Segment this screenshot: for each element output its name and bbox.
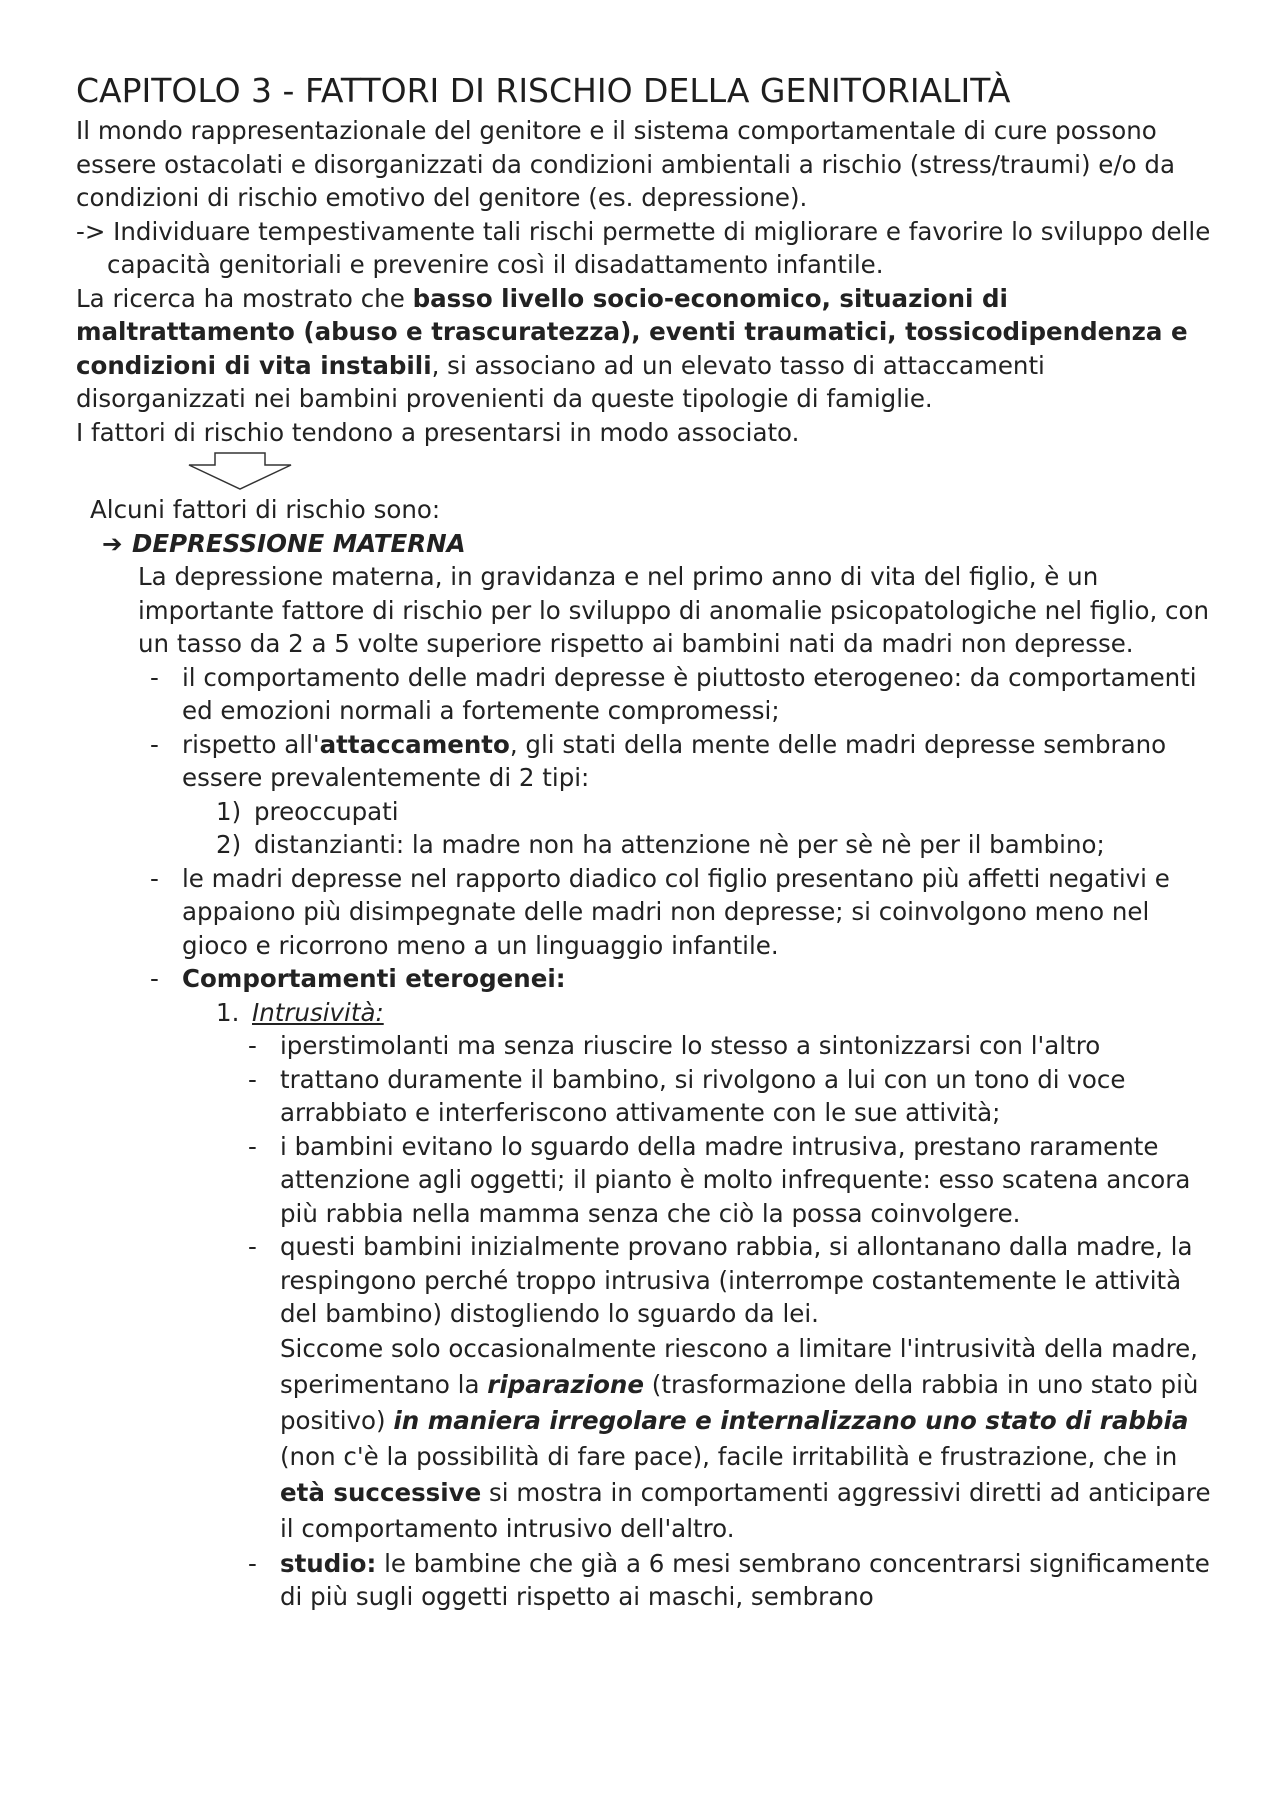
intrusivity-item xyxy=(216,996,1216,1030)
research-text: La ricerca ha mostrato che xyxy=(76,283,413,313)
risk-factors-intro: Alcuni fattori di rischio sono: xyxy=(90,495,441,524)
sub-item-text: trattano duramente il bambino, si rivolgono a lui con un tono di voce arrabbiato e interferiscono attivamente con le sue attività; xyxy=(280,1064,1126,1127)
list-item-text: , gli stati della mente delle madri depresse sembrano essere prevalentemente di 2 tipi: xyxy=(182,729,1167,792)
section-heading xyxy=(102,527,1216,561)
intrusivity-title: Intrusività: xyxy=(252,997,384,1027)
item-number: 1) xyxy=(216,796,242,826)
sub-list-item xyxy=(248,1130,1216,1231)
intrusivity-list xyxy=(182,1029,1216,1614)
list-item xyxy=(138,862,1216,963)
list-item xyxy=(138,661,1216,728)
sub-list-item xyxy=(248,1029,1216,1063)
item-number: 1. xyxy=(216,997,240,1027)
emphasis-term: in maniera irregolare e internalizzano uno stato di rabbia xyxy=(393,1405,1189,1435)
arrow-note: -> Individuare tempestivamente tali rischi permette di migliorare e favorire lo sviluppo delle capacità genitoriali e prevenire così il disadattamento infantile. xyxy=(76,216,1211,279)
research-paragraph xyxy=(76,282,1216,416)
arrow-right-icon: ➔ xyxy=(102,528,123,558)
sub-item-text: questi bambini inizialmente provano rabbia, si allontanano dalla madre, la respingono perché troppo intrusiva (interrompe costantemente le attività del bambino) distogliendo lo sguardo da lei. xyxy=(280,1232,1193,1328)
text-run: (non c'è la possibilità di fare pace), facile irritabilità e frustrazione, che in xyxy=(280,1441,1178,1471)
age-term: età successive xyxy=(280,1477,482,1507)
depression-paragraph: La depressione materna, in gravidanza e nel primo anno di vita del figlio, è un importante fattore di rischio per lo sviluppo di anomalie psicopatologiche nel figlio, con un tasso da 2 a 5 volte superiore rispetto ai bambini nati da madri non depresse. xyxy=(138,562,1210,658)
numbered-item xyxy=(216,795,1216,829)
heterogeneous-label: Comportamenti eterogenei: xyxy=(182,964,566,993)
list-item-text: il comportamento delle madri depresse è piuttosto eterogeneo: da comportamenti ed emozioni normali a fortemente compromessi; xyxy=(182,662,1197,725)
numbered-item xyxy=(216,828,1216,862)
attachment-types xyxy=(182,795,1216,862)
list-item-text: rispetto all' xyxy=(182,729,320,759)
text-run: Siccome solo occasionalmente riescono a limitare l'intrusività della madre, sperimentano la xyxy=(280,1333,1198,1399)
sub-item-text: i bambini evitano lo sguardo della madre intrusiva, prestano raramente attenzione agli oggetti; il pianto è molto infrequente: esso scatena ancora più rabbia nella mamma senza che ciò la possa coinvolgere. xyxy=(280,1131,1191,1228)
sub-item-continuation xyxy=(280,1331,1216,1547)
riparazione-term: riparazione xyxy=(487,1369,644,1399)
research-bold: basso livello socio-economico, situazioni di maltrattamento (abuso e trascuratezza), eventi traumatici, tossicodipendenza e condizioni di vita instabili xyxy=(76,283,1188,380)
item-number: 2) xyxy=(216,830,242,859)
intro-paragraph: Il mondo rappresentazionale del genitore e il sistema comportamentale di cure possono essere ostacolati e disorganizzati da condizioni ambientali a rischio (stress/traumi) e/o da condizioni di rischio emotivo del genitore (es. depressione). xyxy=(76,116,1175,212)
page-title: CAPITOLO 3 - FATTORI DI RISCHIO DELLA GENITORIALITÀ xyxy=(76,71,1011,110)
down-arrow-icon xyxy=(185,451,1216,491)
item-text: distanzianti: la madre non ha attenzione nè per sè nè per il bambino; xyxy=(254,830,1105,859)
study-label: studio: xyxy=(280,1548,377,1578)
attachment-bold: attaccamento xyxy=(319,729,510,759)
text-run: si mostra in comportamenti aggressivi diretti ad anticipare il comportamento intrusivo dell'altro. xyxy=(280,1477,1211,1543)
text-run: (trasformazione della rabbia in uno stato più positivo) xyxy=(280,1369,1199,1435)
sub-list-item xyxy=(248,1230,1216,1547)
item-text: preoccupati xyxy=(254,796,399,826)
depression-section xyxy=(138,560,1216,661)
research-text-end: , si associano ad un elevato tasso di attaccamenti disorganizzati nei bambini provenienti da queste tipologie di famiglie. xyxy=(76,350,1045,413)
sub-list-item xyxy=(248,1547,1216,1614)
associated-paragraph: I fattori di rischio tendono a presentarsi in modo associato. xyxy=(76,417,800,447)
sub-list-item xyxy=(248,1063,1216,1130)
sub-item-text: le bambine che già a 6 mesi sembrano concentrarsi significamente di più sugli oggetti rispetto ai maschi, sembrano xyxy=(280,1548,1210,1611)
sub-item-text: iperstimolanti ma senza riuscire lo stesso a sintonizzarsi con l'altro xyxy=(280,1031,1101,1060)
heading-text: DEPRESSIONE MATERNA xyxy=(132,528,466,558)
list-item xyxy=(138,962,1216,1614)
list-item-text: le madri depresse nel rapporto diadico col figlio presentano più affetti negativi e appaiono più disimpegnate delle madri non depresse; si coinvolgono meno nel gioco e ricorrono meno a un linguaggio infantile. xyxy=(182,863,1170,960)
document-page xyxy=(76,70,1216,1614)
list-item xyxy=(138,728,1216,862)
depression-list xyxy=(138,661,1216,1614)
